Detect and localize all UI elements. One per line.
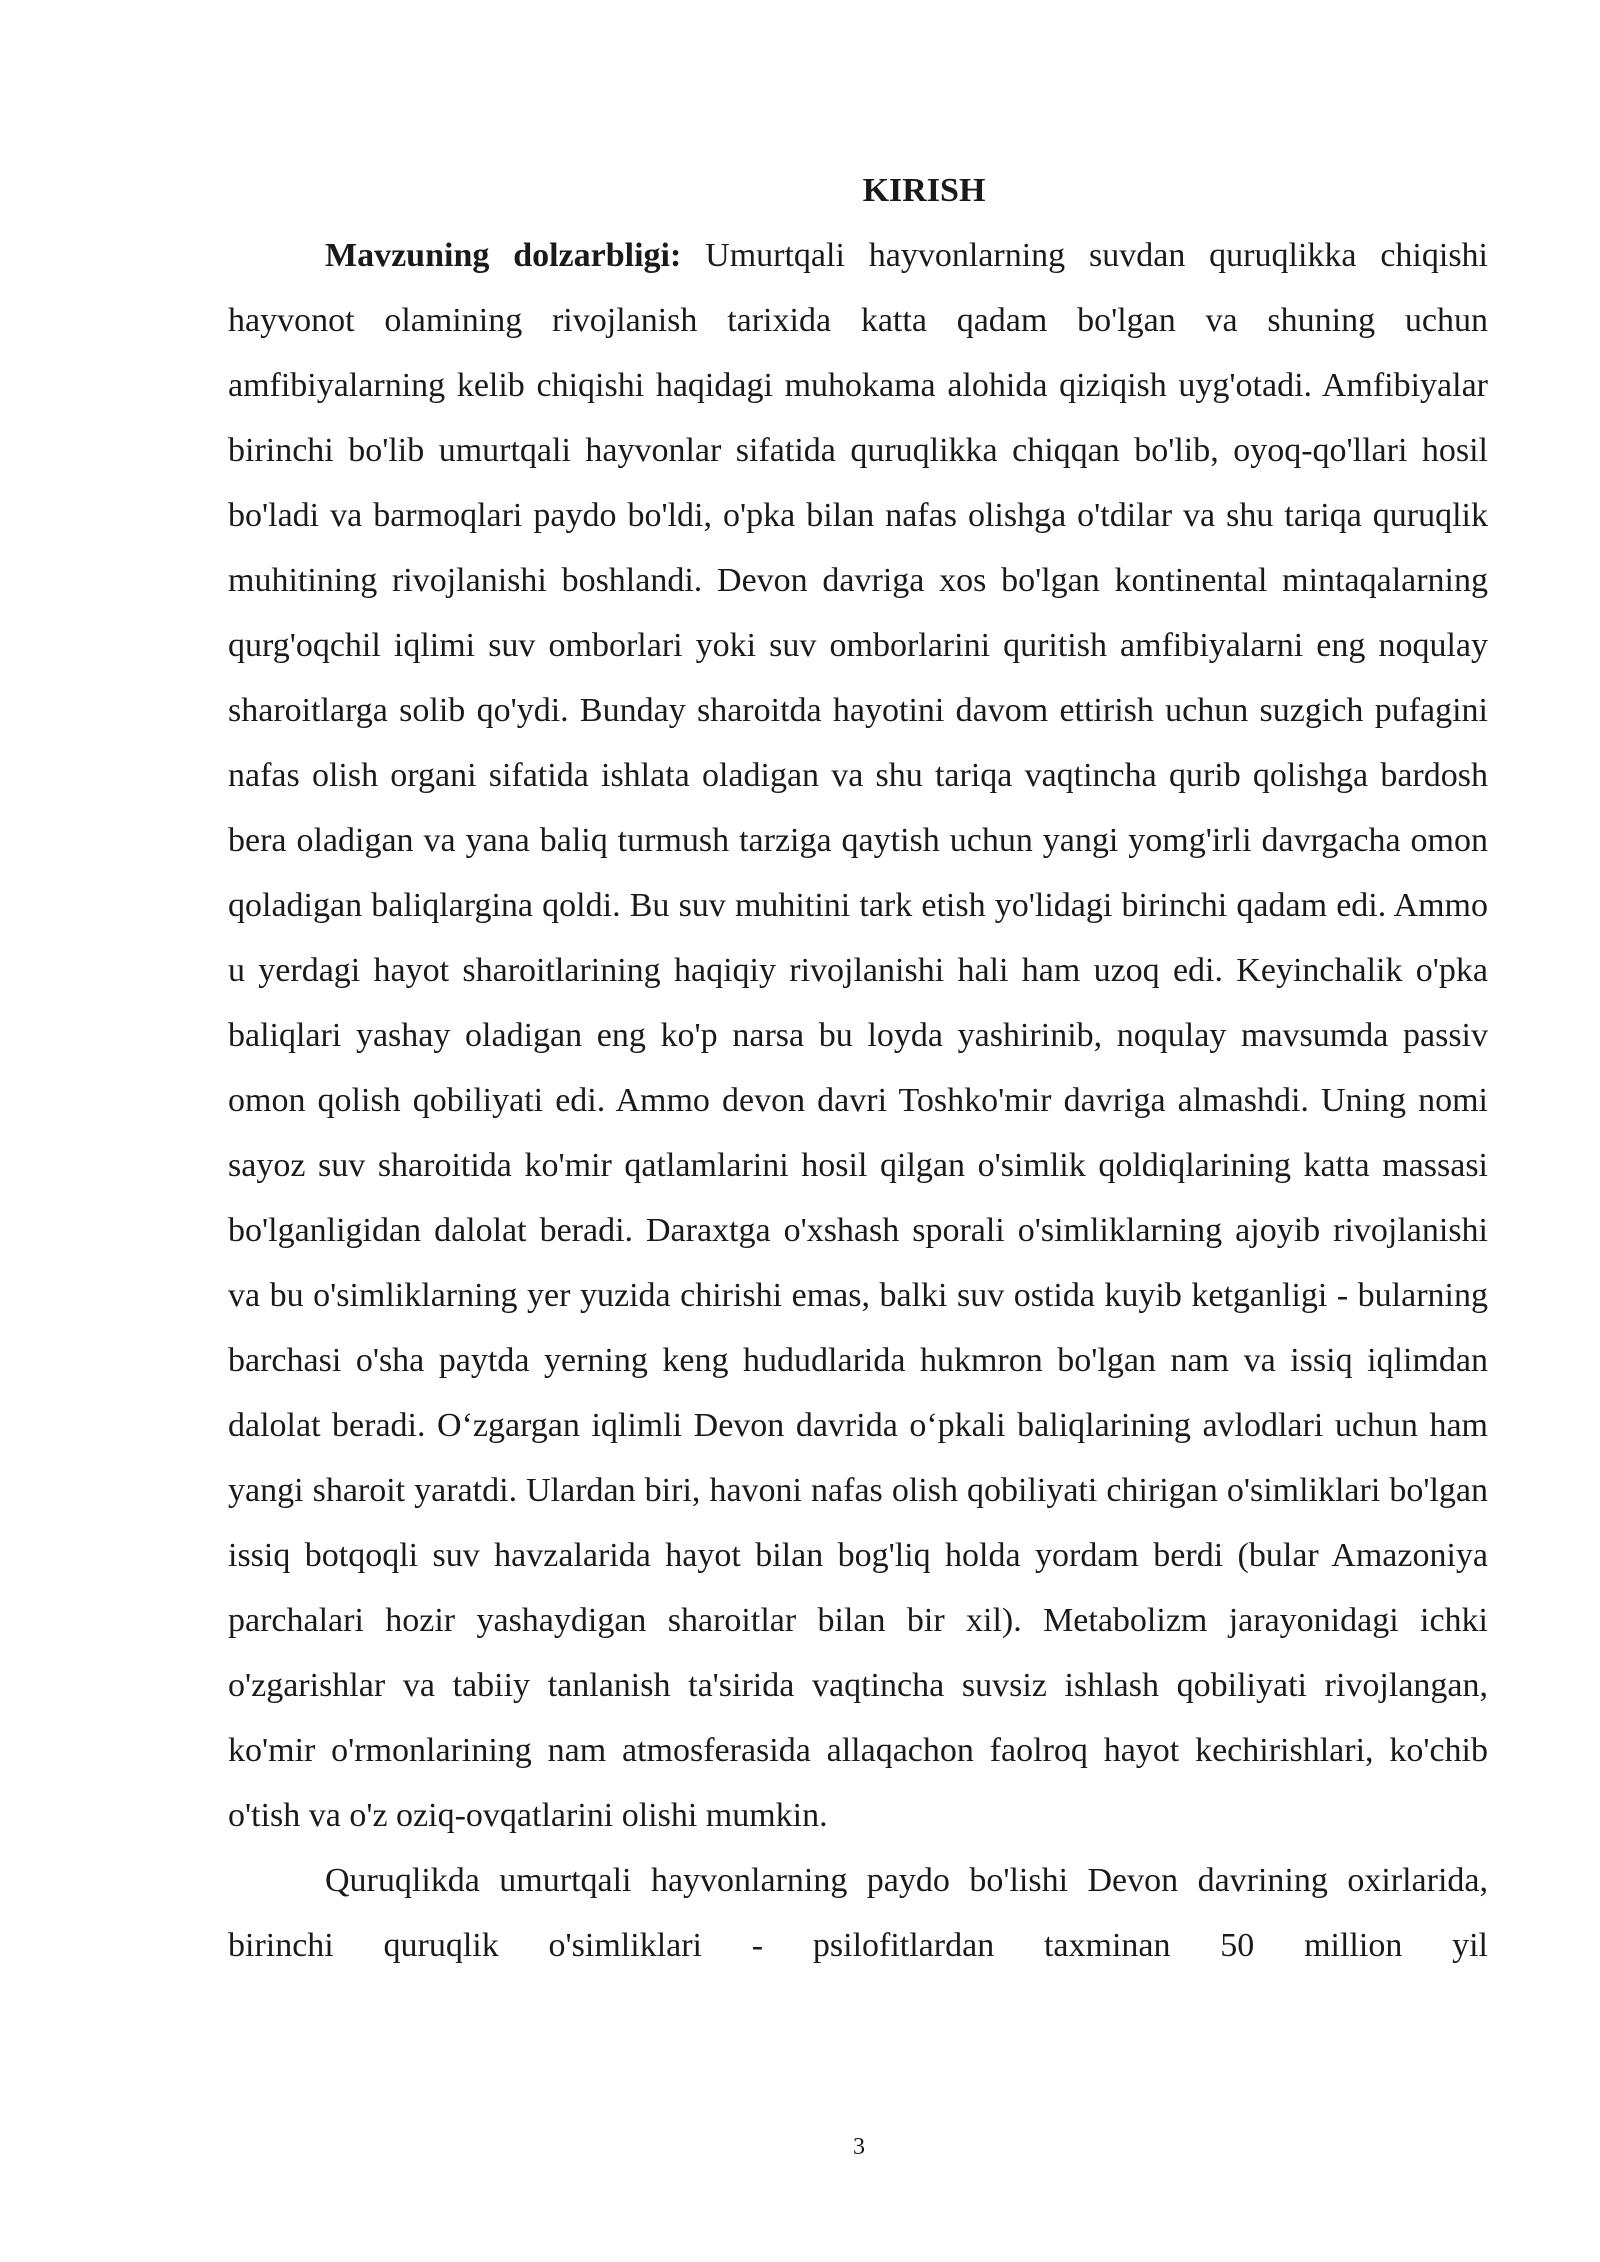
relevance-lead: Mavzuning dolzarbligi:	[325, 237, 682, 274]
paragraph-emergence	[228, 1848, 1488, 1978]
page-number: 3	[853, 2134, 865, 2160]
page-content	[228, 158, 1488, 1978]
document-title: KIRISH	[862, 172, 986, 209]
paragraph-relevance	[228, 223, 1488, 1848]
emergence-body: Quruqlikda umurtqali hayvonlarning paydo bo'lishi Devon davrining oxirlarida, birinchi quruqlik o'simliklari - psilofitlardan taxminan 50 million yil	[228, 1862, 1488, 1964]
relevance-body: Umurtqali hayvonlarning suvdan quruqlikka chiqishi hayvonot olamining rivojlanish tarixida katta qadam bo'lgan va shuning uchun amfibiyalarning kelib chiqishi haqidagi muhokama alohida qiziqish uyg'otadi. Amfibiyalar birinchi bo'lib umurtqali hayvonlar sifatida quruqlikka chiqqan bo'lib, oyoq-qo'llari hosil bo'ladi va barmoqlari paydo bo'ldi, o'pka bilan nafas olishga o'tdilar va shu tariqa quruqlik muhitining rivojlanishi boshlandi. Devon davriga xos bo'lgan kontinental mintaqalarning qurg'oqchil iqlimi suv omborlari yoki suv omborlarini quritish amfibiyalarni eng noqulay sharoitlarga solib qo'ydi. Bunday sharoitda hayotini davom ettirish uchun suzgich pufagini nafas olish organi sifatida ishlata oladigan va shu tariqa vaqtincha qurib qolishga bardosh bera oladigan va yana baliq turmush tarziga qaytish uchun yangi yomg'irli davrgacha omon qoladigan baliqlargina qoldi. Bu suv muhitini tark etish yo'lidagi birinchi qadam edi. Ammo u yerdagi hayot sharoitlarining haqiqiy rivojlanishi hali ham uzoq edi. Keyinchalik o'pka baliqlari yashay oladigan eng ko'p narsa bu loyda yashirinib, noqulay mavsumda passiv omon qolish qobiliyati edi. Ammo devon davri Toshko'mir davriga almashdi. Uning nomi sayoz suv sharoitida ko'mir qatlamlarini hosil qilgan o'simlik qoldiqlarining katta massasi bo'lganligidan dalolat beradi. Daraxtga o'xshash sporali o'simliklarning ajoyib rivojlanishi va bu o'simliklarning yer yuzida chirishi emas, balki suv ostida kuyib ketganligi - bularning barchasi o'sha paytda yerning keng hududlarida hukmron bo'lgan nam va issiq iqlimdan dalolat beradi. O‘zgargan iqlimli Devon davrida o‘pkali baliqlarining avlodlari uchun ham yangi sharoit yaratdi. Ulardan biri, havoni nafas olish qobiliyati chirigan o'simliklari bo'lgan issiq botqoqli suv havzalarida hayot bilan bog'liq holda yordam berdi (bular Amazoniya parchalari hozir yashaydigan sharoitlar bilan bir xil). Metabolizm jarayonidagi ichki o'zgarishlar va tabiiy tanlanish ta'sirida vaqtincha suvsiz ishlash qobiliyati rivojlangan, ko'mir o'rmonlarining nam atmosferasida allaqachon faolroq hayot kechirishlari, ko'chib o'tish va o'z oziq-ovqatlarini olishi mumkin.	[228, 237, 1488, 1834]
